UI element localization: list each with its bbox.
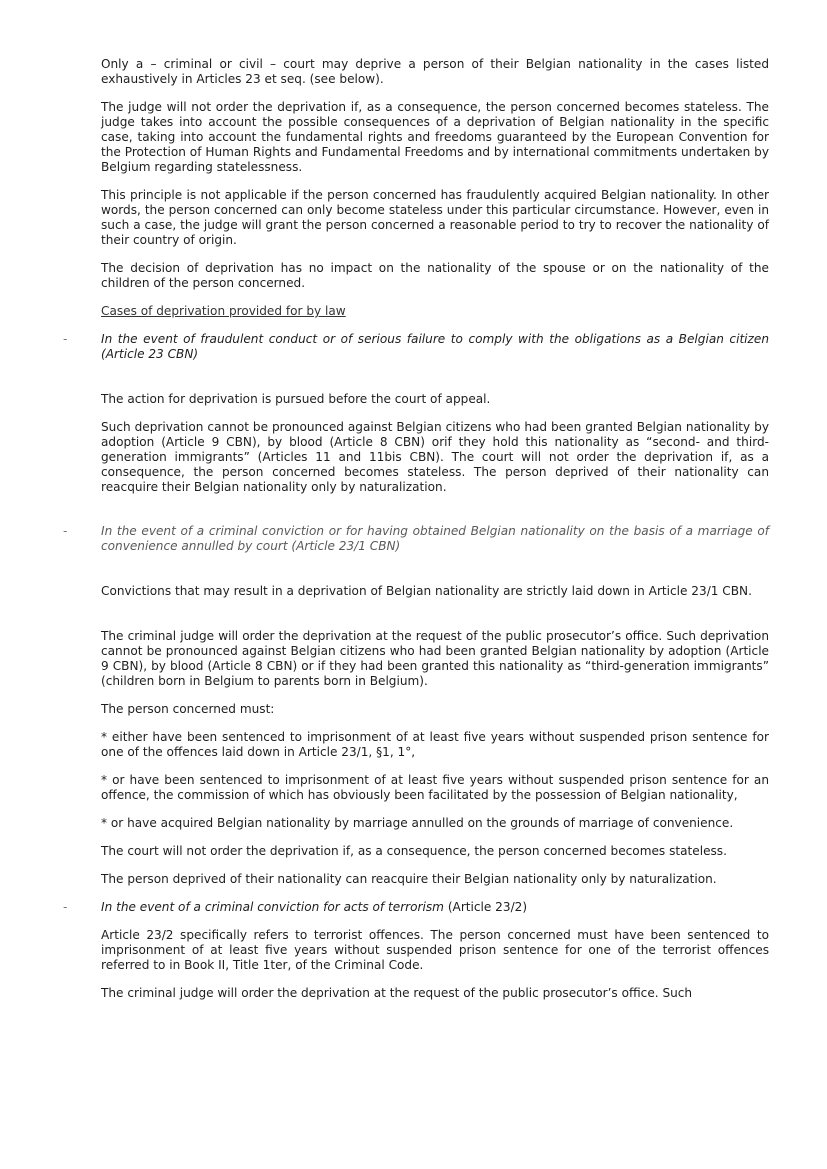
paragraph-court-competence: Only a – criminal or civil – court may deprive a person of their Belgian nationality in the cases listed exhaustively in Articles 23 et seq. (see below).	[101, 57, 769, 86]
bullet-text: In the event of a criminal conviction for acts of terrorism	[101, 900, 444, 914]
bullet-criminal-conviction	[63, 524, 769, 554]
dash-marker: -	[63, 524, 68, 538]
section-heading	[101, 304, 769, 319]
paragraph-fraud-exception: This principle is not applicable if the person concerned has fraudulently acquired Belgian nationality. In other words, the person concerned can only become stateless under this particular circumstance. However, even in such a case, the judge will grant the person concerned a reasonable period to try to recover the nationality of their country of origin.	[101, 188, 769, 247]
bullet-article-ref: (Article 23/2)	[447, 900, 528, 914]
paragraph-criminal-judge-order: The criminal judge will order the deprivation at the request of the public prosecutor’s office. Such deprivation cannot be pronounced against Belgian citizens who had been granted Belgian nationality by adoption (Article 9 CBN), by blood (Article 8 CBN) or if they had been granted this nationality as “third-generation immigrants” (children born in Belgium to parents born in Belgium).	[101, 629, 769, 688]
paragraph-terrorist-offences: Article 23/2 specifically refers to terrorist offences. The person concerned must have been sentenced to imprisonment of at least five years without suspended prison sentence for one of the terrorist offences referred to in Book II, Title 1ter, of the Criminal Code.	[101, 928, 769, 972]
paragraph-criminal-judge-terrorism: The criminal judge will order the deprivation at the request of the public prosecutor’s office. Such	[101, 986, 693, 1000]
paragraph-article-23-limits: Such deprivation cannot be pronounced against Belgian citizens who had been granted Belgian nationality by adoption (Article 9 CBN), by blood (Article 8 CBN) orif they hold this nationality as “second- and third-generation immigrants” (Articles 11 and 11bis CBN). The court will not order the deprivation if, as a consequence, the person concerned becomes stateless. The person deprived of their nationality can reacquire their Belgian nationality only by naturalization.	[101, 420, 769, 494]
bullet-terrorism	[63, 900, 769, 915]
bullet-text: In the event of a criminal conviction or for having obtained Belgian nationality on the basis of a marriage of convenience annulled by court (Article 23/1 CBN)	[101, 524, 769, 553]
list-item-marriage-annulled: * or have acquired Belgian nationality by marriage annulled on the grounds of marriage of convenience.	[101, 816, 734, 830]
paragraph-court-stateless: The court will not order the deprivation if, as a consequence, the person concerned becomes stateless.	[101, 844, 727, 858]
paragraph-person-must: The person concerned must:	[101, 702, 275, 716]
dash-marker: -	[63, 332, 68, 346]
list-item-sentenced-facilitated: * or have been sentenced to imprisonment of at least five years without suspended prison sentence for an offence, the commission of which has obviously been facilitated by the possession of Belgian nationality,	[101, 773, 769, 802]
document-body	[63, 57, 769, 1001]
heading-cases-of-deprivation: Cases of deprivation provided for by law	[101, 304, 346, 318]
paragraph-statelessness-rule: The judge will not order the deprivation if, as a consequence, the person concerned becomes stateless. The judge takes into account the possible consequences of a deprivation of Belgian nationality in the specific case, taking into account the fundamental rights and freedoms guaranteed by the European Convention for the Protection of Human Rights and Fundamental Freedoms and by international commitments undertaken by Belgium regarding statelessness.	[101, 100, 769, 174]
paragraph-no-impact-family: The decision of deprivation has no impact on the nationality of the spouse or on the nationality of the children of the person concerned.	[101, 261, 769, 290]
list-item-sentenced-offences: * either have been sentenced to imprisonment of at least five years without suspended prison sentence for one of the offences laid down in Article 23/1, §1, 1°,	[101, 730, 769, 759]
bullet-fraudulent-conduct	[63, 332, 769, 362]
paragraph-court-of-appeal: The action for deprivation is pursued before the court of appeal.	[101, 392, 491, 406]
bullet-text: In the event of fraudulent conduct or of serious failure to comply with the obligations as a Belgian citizen (Article 23 CBN)	[101, 332, 769, 361]
paragraph-reacquire-naturalization: The person deprived of their nationality can reacquire their Belgian nationality only by naturalization.	[101, 872, 717, 886]
dash-marker: -	[63, 900, 68, 914]
paragraph-convictions-article-23-1: Convictions that may result in a deprivation of Belgian nationality are strictly laid down in Article 23/1 CBN.	[101, 584, 752, 598]
